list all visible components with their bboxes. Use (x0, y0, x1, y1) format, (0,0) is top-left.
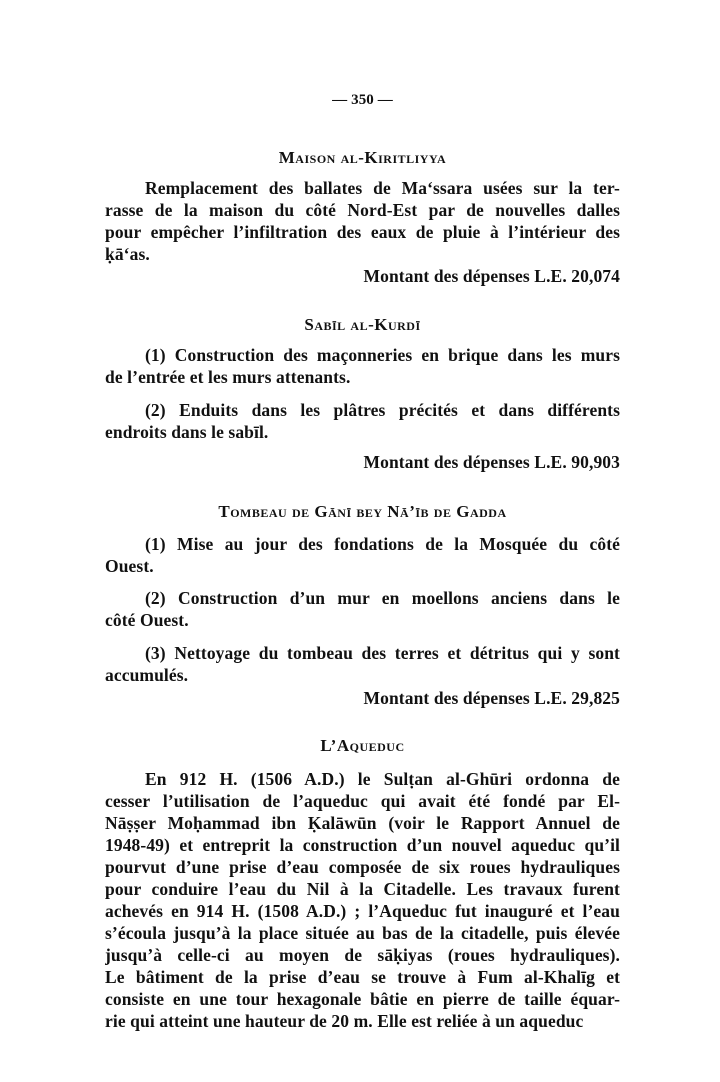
section-heading: Sabīl al-Kurdī (304, 315, 421, 334)
paragraph-line: ḳā‘as. (105, 244, 150, 264)
paragraph-line: Le bâtiment de la prise d’eau se trouve à Fum al-Khalīg et (105, 967, 620, 987)
section-heading: Tombeau de Gānī bey Nā’īb de Gadda (218, 502, 507, 521)
paragraph-line: pourvut d’une prise d’eau composée de six roues hydrauliques (105, 857, 620, 877)
paragraph-line: accumulés. (105, 665, 189, 685)
paragraph-line: pour conduire l’eau du Nil à la Citadelle. Les travaux furent (105, 879, 620, 899)
paragraph-line: côté Ouest. (105, 610, 189, 630)
section-heading: L’Aqueduc (320, 736, 405, 755)
paragraph-line: endroits dans le sabīl. (105, 422, 269, 442)
paragraph-line: (2) Construction d’un mur en moellons anciens dans le (145, 588, 620, 608)
paragraph-line: 1948-49) et entreprit la construction d’un nouvel aqueduc qu’il (105, 835, 620, 855)
paragraph-line: (2) Enduits dans les plâtres précités et dans différents (145, 400, 620, 420)
paragraph-line: jusqu’à celle-ci au moyen de sāḳiyas (roues hydrauliques). (105, 945, 620, 965)
paragraph-line: achevés en 914 H. (1508 A.D.) ; l’Aqueduc fut inauguré et l’eau (105, 901, 620, 921)
paragraph-line: rasse de la maison du côté Nord-Est par de nouvelles dalles (105, 200, 620, 220)
section-heading: Maison al-Kiritliyya (278, 148, 447, 167)
paragraph-line: de l’entrée et les murs attenants. (105, 367, 351, 387)
paragraph-line: Nāṣṣer Moḥammad ibn Ḳalāwūn (voir le Rapport Annuel de (105, 813, 620, 833)
paragraph-line: (3) Nettoyage du tombeau des terres et détritus qui y sont (145, 643, 620, 663)
paragraph-line: (1) Construction des maçonneries en brique dans les murs (145, 345, 620, 365)
paragraph-line: s’écoula jusqu’à la place située au bas de la citadelle, puis élevée (105, 923, 620, 943)
paragraph-line: (1) Mise au jour des fondations de la Mosquée du côté (145, 534, 620, 554)
paragraph-line: En 912 H. (1506 A.D.) le Sulṭan al-Ghūri ordonna de (145, 769, 620, 789)
paragraph-line: pour empêcher l’infiltration des eaux de pluie à l’intérieur des (105, 222, 620, 242)
expense-total: Montant des dépenses L.E. 90,903 (363, 452, 620, 472)
expense-total: Montant des dépenses L.E. 29,825 (363, 688, 620, 708)
paragraph-line: Remplacement des ballates de Ma‘ssara usées sur la ter- (145, 178, 620, 198)
paragraph-line: consiste en une tour hexagonale bâtie en pierre de taille équar- (105, 989, 620, 1009)
paragraph-line: cesser l’utilisation de l’aqueduc qui avait été fondé par El- (105, 791, 620, 811)
paragraph-line: Ouest. (105, 556, 154, 576)
paragraph-line: rie qui atteint une hauteur de 20 m. Elle est reliée à un aqueduc (105, 1011, 584, 1031)
page-number: — 350 — (332, 92, 393, 108)
expense-total: Montant des dépenses L.E. 20,074 (363, 266, 620, 286)
